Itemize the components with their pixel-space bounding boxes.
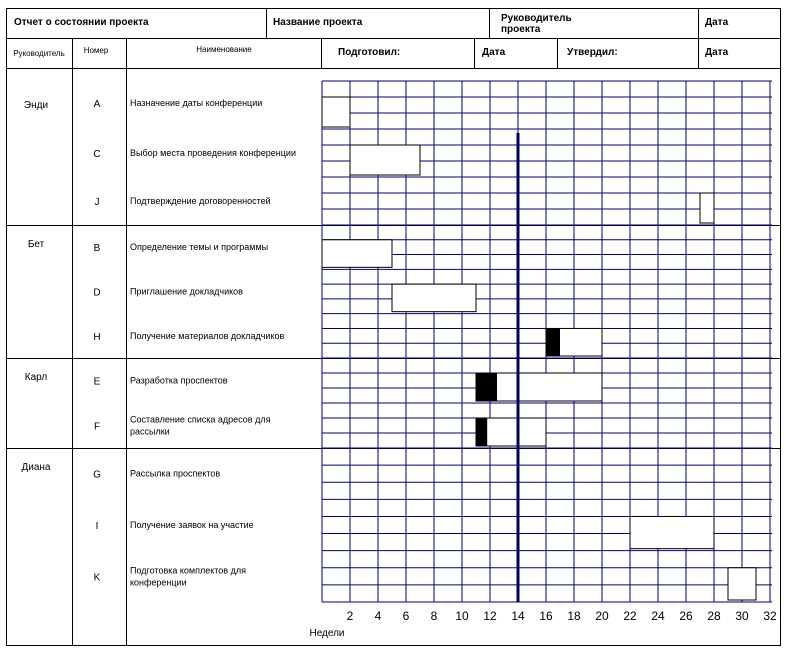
- task-bar: [392, 284, 476, 312]
- x-tick-label: 2: [346, 609, 354, 623]
- manager-label-line1: Руководитель: [501, 13, 572, 24]
- prepared-date-label: Дата: [482, 47, 506, 58]
- report-title: Отчет о состоянии проекта: [14, 17, 149, 28]
- task-id: D: [93, 287, 101, 299]
- group-manager-name: Бет: [27, 239, 45, 250]
- task-bar: [630, 516, 714, 548]
- x-tick-label: 12: [483, 609, 497, 623]
- x-tick-label: 16: [539, 609, 553, 623]
- gantt-chart: [309, 81, 777, 639]
- task-name: Выбор места проведения конференции: [130, 148, 296, 158]
- x-tick-label: 10: [455, 609, 469, 623]
- prepared-label: Подготовил:: [338, 47, 401, 58]
- group-manager-name: Карл: [24, 372, 48, 383]
- task-name: Составление списка адресов для: [130, 414, 271, 425]
- col-number-header: Номер: [83, 46, 109, 55]
- header-date-label: Дата: [705, 17, 729, 28]
- x-tick-label: 26: [679, 609, 693, 623]
- task-id: I: [95, 521, 99, 532]
- task-id: K: [93, 572, 101, 584]
- task-name: Подготовка комплектов для: [130, 565, 246, 576]
- x-tick-label: 30: [735, 609, 749, 623]
- task-name: Назначение даты конференции: [130, 98, 263, 108]
- task-bar: [350, 145, 420, 175]
- report-frame: [6, 8, 781, 646]
- task-id: C: [93, 149, 101, 160]
- outer-border: [7, 9, 781, 646]
- task-bar: [728, 568, 756, 600]
- task-name: Получение материалов докладчиков: [130, 330, 285, 341]
- task-id: F: [93, 421, 101, 433]
- approved-date-label: Дата: [705, 47, 729, 58]
- task-id: E: [93, 376, 101, 388]
- header-texts: [13, 13, 728, 58]
- manager-label-line2: проекта: [501, 24, 541, 35]
- task-id: J: [94, 197, 100, 208]
- task-id: B: [93, 243, 101, 255]
- task-bar: [322, 240, 392, 268]
- task-progress: [476, 373, 497, 401]
- x-tick-label: 4: [374, 609, 382, 623]
- col-manager-header: Руководитель: [13, 49, 65, 58]
- task-name: Подтверждение договоренностей: [130, 196, 271, 206]
- x-tick-label: 24: [651, 609, 665, 623]
- task-id: A: [93, 99, 101, 110]
- x-tick-label: 32: [763, 609, 777, 623]
- task-id: G: [93, 469, 101, 481]
- task-bar: [322, 97, 350, 127]
- x-tick-label: 14: [511, 609, 525, 623]
- x-tick-label: 28: [707, 609, 721, 623]
- task-progress: [546, 328, 560, 356]
- col-name-header: Наименование: [196, 45, 252, 54]
- task-name: Разработка проспектов: [130, 375, 228, 386]
- task-bar: [700, 193, 714, 223]
- project-name-label: Название проекта: [273, 17, 363, 28]
- task-id: H: [93, 331, 101, 343]
- x-tick-label: 22: [623, 609, 637, 623]
- x-tick-label: 8: [430, 609, 438, 623]
- x-tick-label: 6: [402, 609, 410, 623]
- task-name: Получение заявок на участие: [130, 520, 254, 530]
- x-tick-label: 20: [595, 609, 609, 623]
- task-name: конференции: [130, 577, 187, 588]
- group-manager-name: Диана: [21, 462, 51, 473]
- task-name: рассылки: [130, 426, 170, 437]
- task-name: Рассылка проспектов: [130, 468, 221, 479]
- x-axis-label: Недели: [309, 628, 345, 639]
- x-tick-label: 18: [567, 609, 581, 623]
- task-name: Приглашение докладчиков: [130, 286, 243, 297]
- task-progress: [476, 418, 487, 446]
- group-manager-name: Энди: [23, 100, 49, 111]
- approved-label: Утвердил:: [567, 47, 618, 58]
- task-name: Определение темы и программы: [130, 242, 269, 253]
